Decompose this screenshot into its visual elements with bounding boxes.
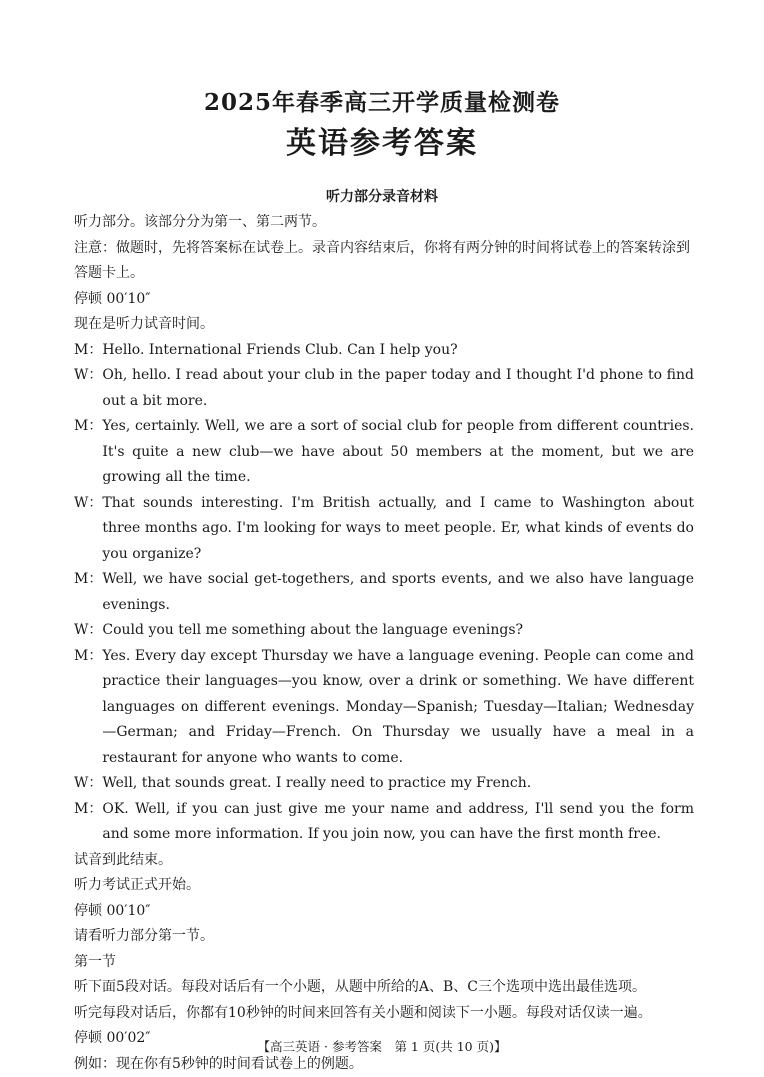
answer-key-title: 英语参考答案 [0,118,764,162]
exam-title: 2025年春季高三开学质量检测卷 [0,84,764,117]
dialogue-text: Could you tell me something about the language evenings? [102,618,694,644]
dialogue-text: That sounds interesting. I'm British actually, and I came to Washington about three months ago. I'm looking for ways to meet people. Er, what kinds of events do you organize? [102,491,694,568]
transcript-line: 试音到此结束。 [74,848,694,874]
transcript-line: 停顿 00′02″ [74,1026,694,1052]
speaker-label: M： [74,338,102,364]
dialogue-line [74,363,694,414]
page-footer: 【高三英语 · 参考答案 第 1 页(共 10 页)】 [0,1037,764,1055]
transcript-line: 停顿 00′10″ [74,287,694,313]
dialogue-text: Well, we have social get-togethers, and sports events, and we also have language evenings. [102,567,694,618]
dialogue-line [74,771,694,797]
speaker-label: M： [74,414,102,440]
transcript-line: 听力考试正式开始。 [74,873,694,899]
section-heading: 听力部分录音材料 [0,186,764,206]
transcript-line: 请看听力部分第一节。 [74,924,694,950]
speaker-label: M： [74,567,102,593]
speaker-label: W： [74,491,102,517]
dialogue-line [74,644,694,772]
dialogue-text: Yes, certainly. Well, we are a sort of social club for people from different countries. It's quite a new club—we have about 50 members at the moment, but we are growing all the time. [102,414,694,491]
dialogue-text: Oh, hello. I read about your club in the paper today and I thought I'd phone to find out a bit more. [102,363,694,414]
dialogue-line [74,797,694,848]
transcript-line: 停顿 00′10″ [74,899,694,925]
dialogue-text: Well, that sounds great. I really need to practice my French. [102,771,694,797]
transcript-line: 听力部分。该部分分为第一、第二两节。 [74,210,694,236]
transcript-line: 例如：现在你有5秒钟的时间看试卷上的例题。 [74,1052,694,1077]
speaker-label: W： [74,363,102,389]
transcript-line: 注意：做题时，先将答案标在试卷上。录音内容结束后，你将有两分钟的时间将试卷上的答案转涂到答题卡上。 [74,236,694,287]
transcript-line: 听完每段对话后，你都有10秒钟的时间来回答有关小题和阅读下一小题。每段对话仅读一遍。 [74,1001,694,1027]
dialogue-line [74,338,694,364]
dialogue-text: Hello. International Friends Club. Can I help you? [102,338,694,364]
dialogue-line [74,567,694,618]
dialogue-text: Yes. Every day except Thursday we have a language evening. People can come and practice their languages—you know, over a drink or something. We have different languages on different evenings. Monday—Spanish; Tuesday—Italian; Wednesday—German; and Friday—French. On Thursday we usually have a meal in a restaurant for anyone who wants to come. [102,644,694,772]
speaker-label: W： [74,771,102,797]
transcript-line: 第一节 [74,950,694,976]
dialogue-text: OK. Well, if you can just give me your name and address, I'll send you the form and some more information. If you join now, you can have the first month free. [102,797,694,848]
dialogue-line [74,618,694,644]
dialogue-line [74,414,694,491]
transcript-body [74,210,694,1077]
transcript-line: 现在是听力试音时间。 [74,312,694,338]
transcript-line: 听下面5段对话。每段对话后有一个小题，从题中所给的A、B、C三个选项中选出最佳选项。 [74,975,694,1001]
speaker-label: M： [74,797,102,823]
speaker-label: M： [74,644,102,670]
dialogue-line [74,491,694,568]
speaker-label: W： [74,618,102,644]
